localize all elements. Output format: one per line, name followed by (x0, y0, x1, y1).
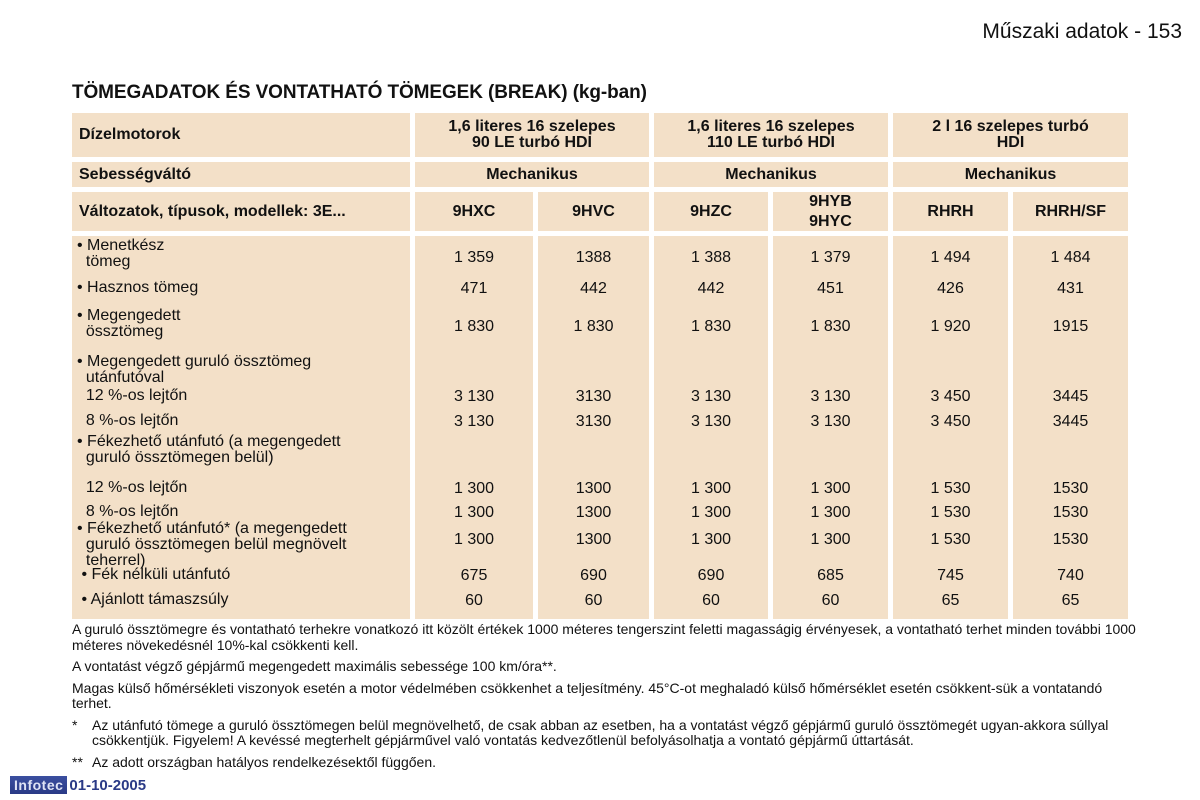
table-cell-value: 1 494 (930, 249, 971, 266)
table-cell-value: 1 359 (453, 249, 495, 266)
label-column (72, 236, 410, 619)
row-label: 12 %-os lejtőn (77, 387, 188, 404)
gearbox-1: Mechanikus (415, 162, 649, 187)
table-cell-value: 1530 (1052, 504, 1089, 521)
table-cell-value: 1300 (575, 504, 612, 521)
table-cell-value: 1 300 (453, 531, 495, 548)
row-label: • Megengedett guruló össztömeg utánfutóval (77, 353, 312, 386)
table-cell-value: 1388 (575, 249, 612, 266)
gearbox-2: Mechanikus (654, 162, 888, 187)
section-title: TÖMEGADATOK ÉS VONTATHATÓ TÖMEGEK (BREAK) (kg-ban) (72, 82, 647, 103)
table-cell-value: 1 830 (690, 318, 732, 335)
table-cell-value: 1300 (575, 480, 612, 497)
table-cell-value: 431 (1057, 280, 1084, 297)
row-header-engines: Dízelmotorok (72, 113, 410, 157)
table-cell-value: 1 300 (810, 531, 851, 548)
table-cell-value: 3 450 (930, 388, 971, 405)
table-cell-value: 60 (702, 592, 720, 609)
row-label: • Fék nélküli utánfutó (77, 566, 231, 583)
value-column (538, 236, 649, 619)
value-column (893, 236, 1008, 619)
table-cell-value: 1 379 (810, 249, 851, 266)
table-cell-value: 3445 (1052, 388, 1089, 405)
footnote-1: * Az utánfutó tömege a guruló össztömegen belül megnövelhető, de csak abban az esetben, ha a vontatást végző gépjármű guruló össztömegét ugyan-akkora súllyal csökkentjük. Figyelem! A kevéssé megterhelt gépjárművel való vontatás kedvezőtlenül befolyásolhatja a vontató gépjármű úttartását. (72, 716, 1109, 748)
footnote-2: ** Az adott országban hatályos rendelkezésektől függően. (72, 753, 437, 770)
table-cell-value: 442 (580, 280, 607, 297)
table-cell-value: 60 (821, 592, 840, 609)
table-cell-value: 1 484 (1050, 249, 1091, 266)
table-cell-value: 426 (937, 280, 964, 297)
note-altitude: A guruló össztömegre és vontatható terhekre vonatkozó itt közölt értékek 1000 méteres tengerszint feletti magasságig érvényesek, a vontatható terhet minden további 1000 méteres növekedésnél 10%-kal csökkenti kell. (72, 621, 1136, 653)
table-cell-value: 60 (584, 592, 603, 609)
table-cell-value: 745 (937, 567, 964, 584)
variant-header: 9HXC (415, 192, 533, 231)
table-cell-value: 3 130 (690, 388, 732, 405)
table-cell-value: 1 300 (453, 480, 495, 497)
note-temperature: Magas külső hőmérsékleti viszonyok esetén a motor védelmében csökkenhet a teljesítmény. 45°C-ot meghaladó külső hőmérséklet esetén csökkent-sük a vontatandó terhet. (72, 679, 1103, 711)
table-cell-value: 690 (697, 567, 725, 584)
row-header-gearbox: Sebességváltó (72, 162, 410, 187)
table-cell-value: 1 830 (453, 318, 495, 335)
row-label: • Megengedett össztömeg (77, 307, 181, 340)
table-cell-value: 3 130 (690, 413, 732, 430)
engine-header-1: 1,6 literes 16 szelepes 90 LE turbó HDI (415, 113, 649, 157)
table-cell-value: 60 (465, 592, 483, 609)
table-cell-value: 1 530 (930, 480, 971, 497)
value-column (773, 236, 888, 619)
table-cell-value: 1 300 (690, 504, 732, 521)
row-label: • Fékezhető utánfutó (a megengedett guruló össztömegen belül) (77, 433, 341, 466)
table-cell-value: 3 450 (930, 413, 971, 430)
table-cell-value: 1 300 (690, 480, 732, 497)
footer-date: 01-10-2005 (69, 776, 147, 794)
row-label: • Ajánlott támaszsúly (77, 591, 229, 608)
table-cell-value: 1 300 (810, 504, 851, 521)
variant-header: 9HZC (654, 192, 768, 231)
engine-header-3: 2 l 16 szelepes turbó HDI (893, 113, 1128, 157)
row-label: • Menetkész tömeg (77, 237, 165, 270)
table-cell-value: 1 530 (930, 504, 971, 521)
notes (72, 622, 1142, 776)
table-cell-value: 1 530 (930, 531, 971, 548)
variant-header: RHRH/SF (1013, 192, 1128, 231)
table-cell-value: 1 830 (810, 318, 851, 335)
table-cell-value: 1530 (1052, 531, 1089, 548)
table-cell-value: 1 388 (690, 249, 732, 266)
page-header: Műszaki adatok - 153 (982, 20, 1182, 43)
table-cell-value: 451 (817, 280, 844, 297)
value-column (654, 236, 768, 619)
table-cell-value: 3445 (1052, 413, 1089, 430)
infotec-logo: Infotec (10, 776, 67, 794)
variant-header: 9HVC (538, 192, 649, 231)
table-cell-value: 740 (1057, 567, 1084, 584)
value-column (1013, 236, 1128, 619)
row-label: 8 %-os lejtőn (77, 412, 179, 429)
engine-header-2: 1,6 literes 16 szelepes 110 LE turbó HDI (654, 113, 888, 157)
table-cell-value: 1 300 (453, 504, 495, 521)
table-cell-value: 1530 (1052, 480, 1089, 497)
table-cell-value: 1300 (575, 531, 612, 548)
table-cell-value: 1 920 (930, 318, 971, 335)
table-cell-value: 471 (460, 280, 488, 297)
note-max-speed: A vontatást végző gépjármű megengedett maximális sebessége 100 km/óra**. (72, 658, 557, 674)
table-cell-value: 3130 (575, 388, 612, 405)
table-cell-value: 3 130 (453, 413, 495, 430)
row-label: 12 %-os lejtőn (77, 479, 188, 496)
table-cell-value: 3130 (575, 413, 612, 430)
row-label: • Hasznos tömeg (77, 279, 199, 296)
table-cell-value: 1915 (1052, 318, 1089, 335)
table-cell-value: 3 130 (810, 388, 851, 405)
row-label: • Fékezhető utánfutó* (a megengedett guruló össztömegen belül megnövelt teherrel) (77, 520, 347, 569)
gearbox-3: Mechanikus (893, 162, 1128, 187)
table-cell-value: 442 (697, 280, 725, 297)
table-cell-value: 685 (817, 567, 844, 584)
table-cell-value: 3 130 (810, 413, 851, 430)
table-cell-value: 1 300 (690, 531, 732, 548)
table-cell-value: 3 130 (453, 388, 495, 405)
value-column (415, 236, 533, 619)
variant-header: RHRH (893, 192, 1008, 231)
table-cell-value: 690 (580, 567, 607, 584)
variant-header: 9HYB 9HYC (773, 192, 888, 231)
footer (10, 776, 146, 794)
table-cell-value: 65 (1061, 592, 1080, 609)
table-cell-value: 1 300 (810, 480, 851, 497)
table-cell-value: 1 830 (573, 318, 614, 335)
row-header-variants: Változatok, típusok, modellek: 3E... (72, 192, 410, 231)
table-cell-value: 65 (941, 592, 960, 609)
row-label: 8 %-os lejtőn (77, 503, 179, 520)
table-cell-value: 675 (460, 567, 488, 584)
